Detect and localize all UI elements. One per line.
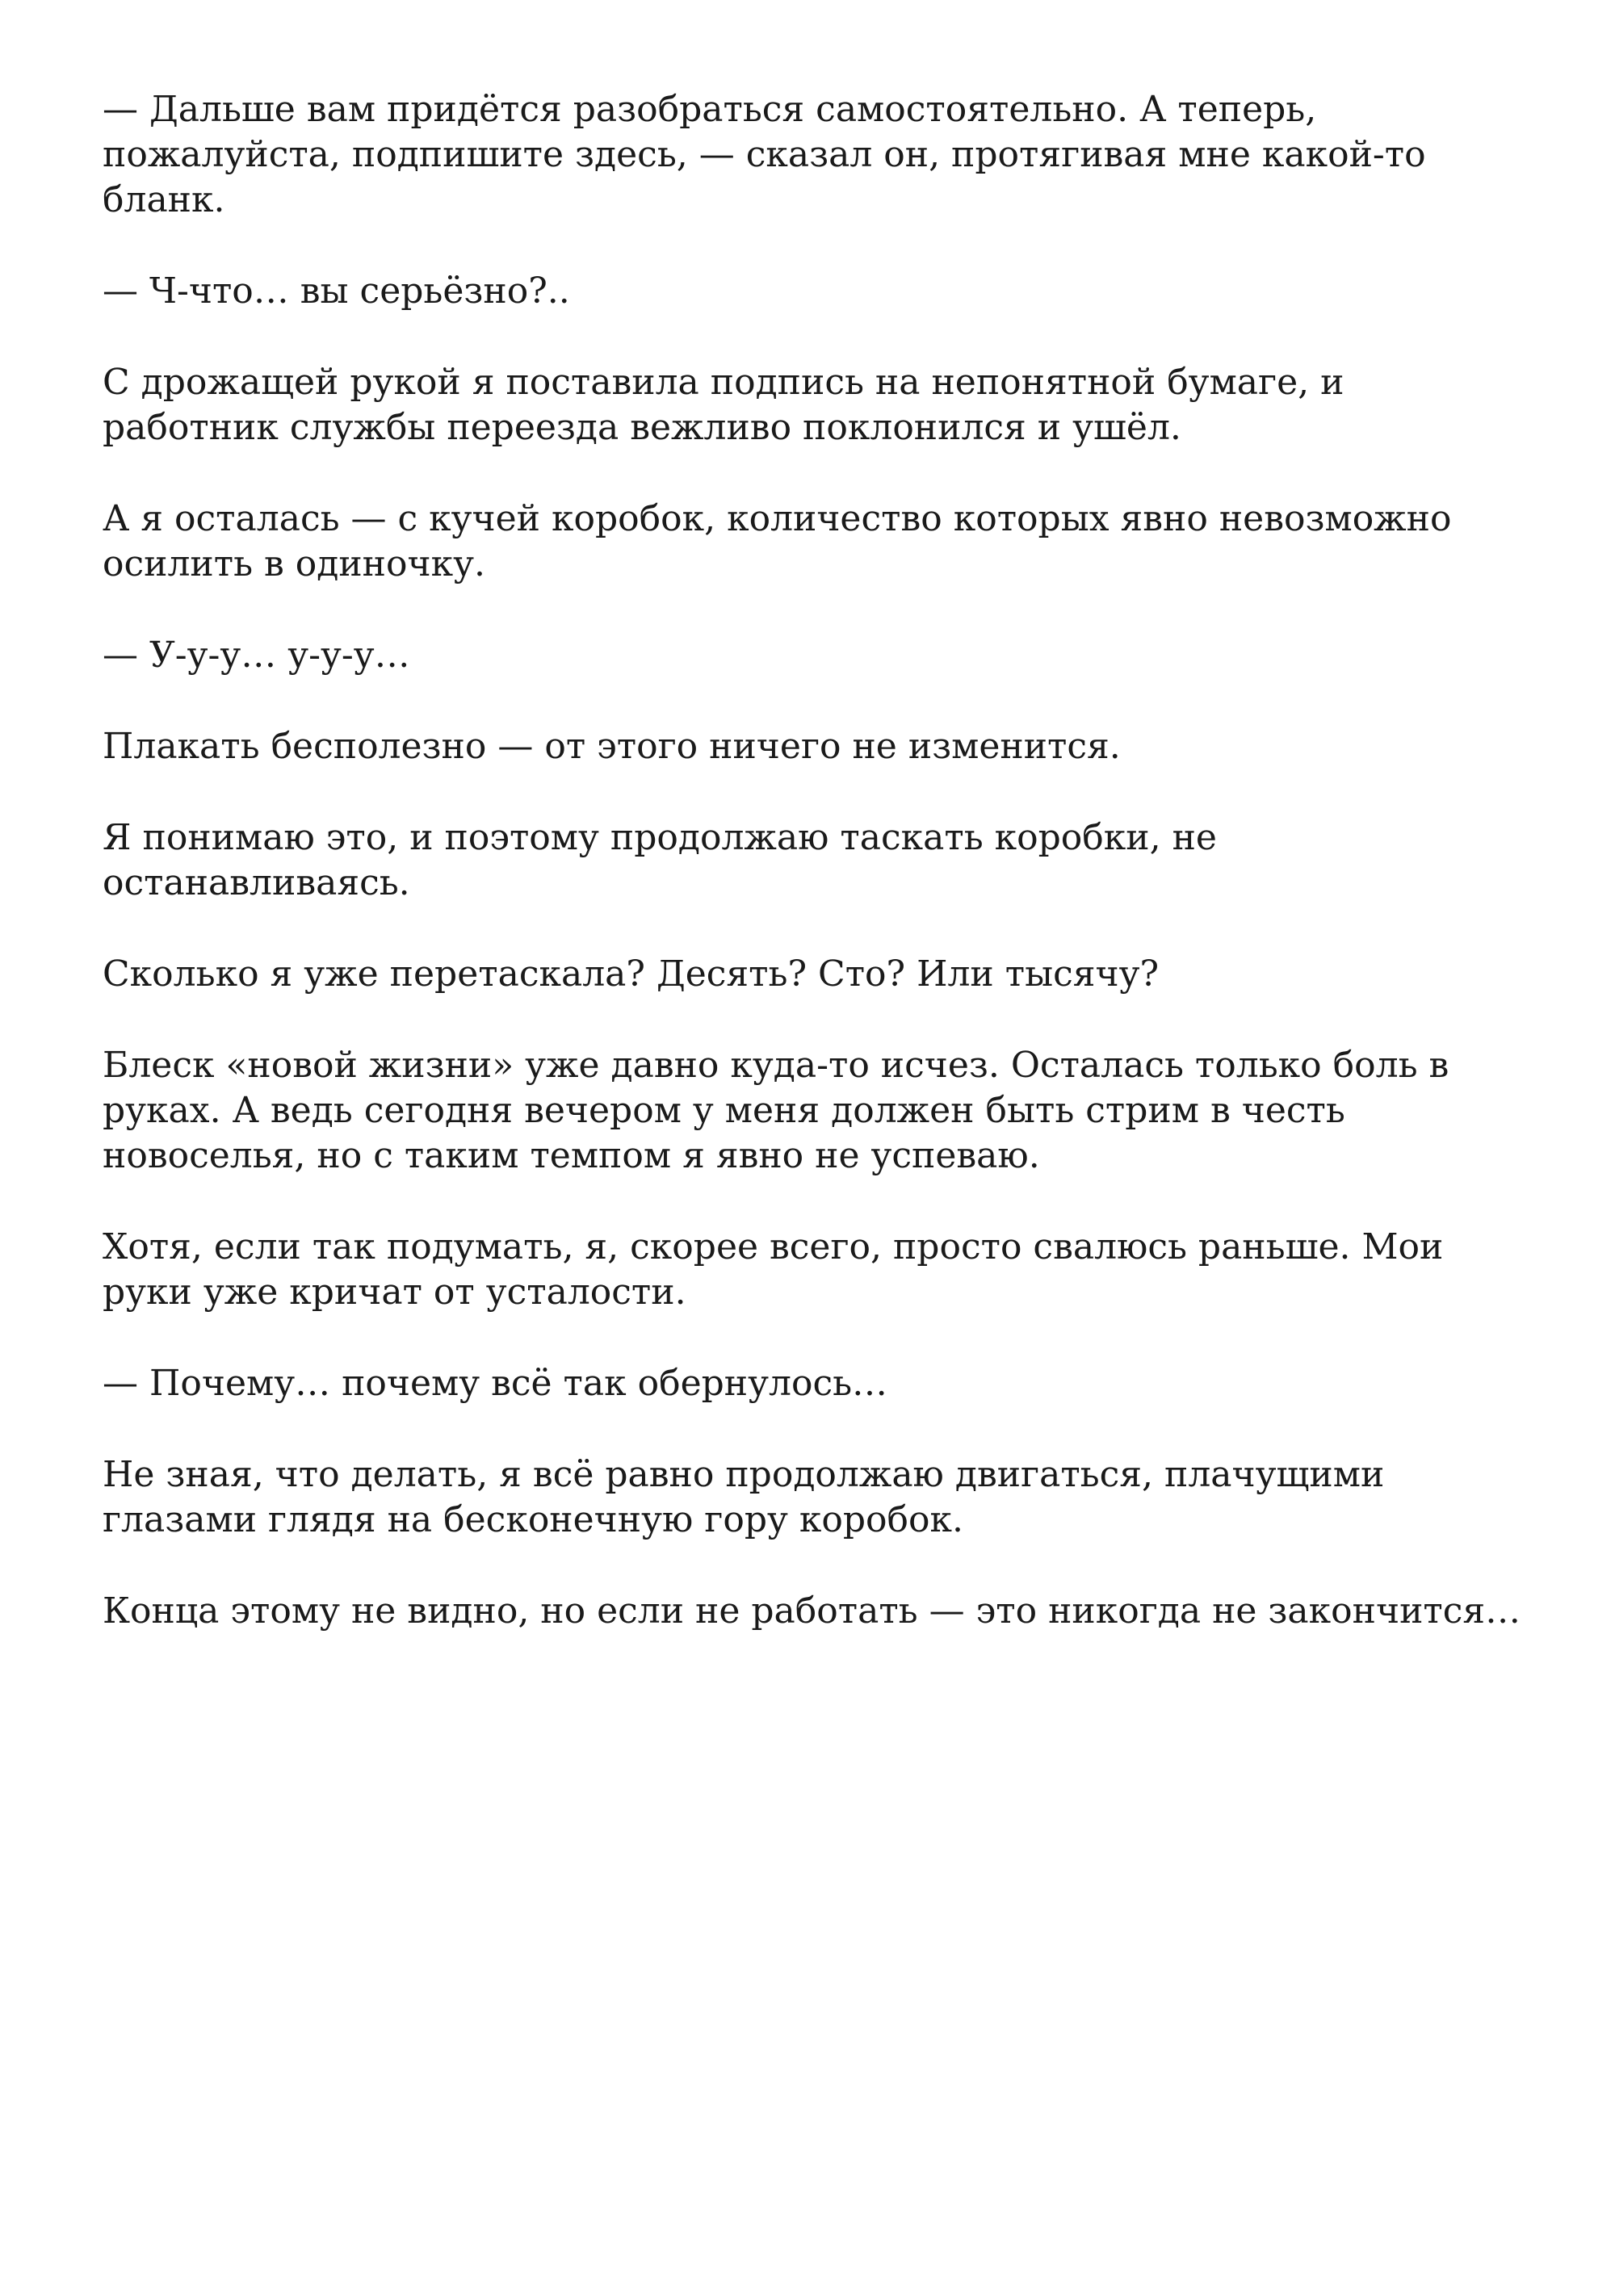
paragraph-4: А я осталась — с кучей коробок, количество которых явно невозможно осилить в одиночку. — [103, 498, 1452, 584]
paragraph-1: — Дальше вам придётся разобраться самостоятельно. А теперь, пожалуйста, подпишите здесь, — сказал он, протягивая мне какой-то бланк. — [103, 89, 1426, 220]
paragraph-7: Я понимаю это, и поэтому продолжаю таскать коробки, не останавливаясь. — [103, 817, 1217, 903]
paragraph-12: Не зная, что делать, я всё равно продолжаю двигаться, плачущими глазами глядя на бесконечную гору коробок. — [103, 1454, 1385, 1540]
document-body — [103, 87, 1524, 1680]
paragraph-2: — Ч-что… вы серьёзно?.. — [103, 270, 570, 312]
paragraph-3: С дрожащей рукой я поставила подпись на непонятной бумаге, и работник службы переезда вежливо поклонился и ушёл. — [103, 362, 1344, 448]
paragraph-10: Хотя, если так подумать, я, скорее всего, просто свалюсь раньше. Мои руки уже кричат от усталости. — [103, 1226, 1444, 1313]
paragraph-6: Плакать бесполезно — от этого ничего не изменится. — [103, 726, 1121, 767]
paragraph-8: Сколько я уже перетаскала? Десять? Сто? Или тысячу? — [103, 953, 1160, 995]
paragraph-5: — У-у-у… у-у-у… — [103, 635, 410, 676]
paragraph-9: Блеск «новой жизни» уже давно куда-то исчез. Осталась только боль в руках. А ведь сегодня вечером у меня должен быть стрим в честь новоселья, но с таким темпом я явно не успеваю. — [103, 1045, 1449, 1176]
paragraph-11: — Почему… почему всё так обернулось… — [103, 1363, 888, 1404]
paragraph-13: Конца этому не видно, но если не работать — это никогда не закончится… — [103, 1590, 1521, 1632]
